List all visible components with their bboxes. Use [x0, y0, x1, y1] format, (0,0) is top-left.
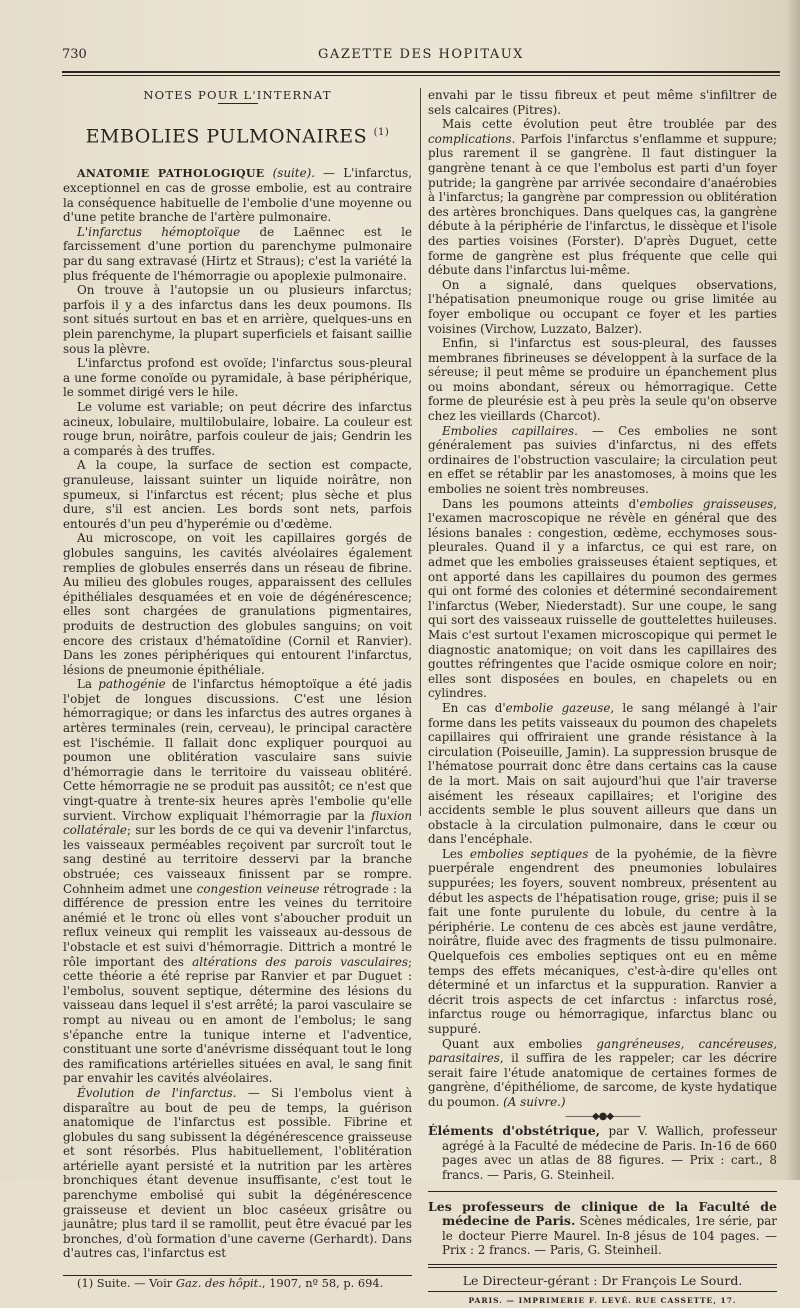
paragraph-6: A la coupe, la surface de section est compacte, granuleuse, laissant suinter un liquide noirâtre, non spumeux, si l'infarctus est récent; plus sèche et plus dure, s'il est ancien. Les bords sont nets, parfois entourés d'un peu d'hyperémie ou d'œdème. [63, 458, 412, 531]
r-paragraph-4: Enfin, si l'infarctus est sous-pleural, des fausses membranes fibrineuses se développent à la surface de la séreuse; il peut même se produire un épanchement plus ou moins abondant, séreux ou hémorragique. Cette forme de pleurésie est à peu près la seule qu'on observe chez les vieillards (Charcot). [428, 336, 777, 424]
director-line: Le Directeur-gérant : Dr François Le Sourd. [428, 1274, 777, 1289]
r-p2-part-b: . Parfois l'infarctus s'enflamme et suppure; plus rarement il se gangrène. Il faut distinguer la gangrène tenant à ce que l'embolus est parti d'un foyer putride; la gangrène par arrivée secondaire d'anaérobies à l'infarctus; la gangrène par compression ou oblitération des artères bronchiques. Dans quelques cas, la gangrène débute à la périphérie de l'infarctus, le dissèque et l'isole des parties voisines (Forster). D'après Duguet, cette forme de gangrène est plus fréquente que celle qui débute dans l'infarctus lui-même. [428, 132, 777, 277]
r-paragraph-7 [428, 701, 777, 847]
term-evolution: Évolution de l'infarctus. [77, 1086, 237, 1100]
printer-line: PARIS. — IMPRIMERIE F. LEVÉ. RUE CASSETTE, 17. [428, 1294, 777, 1308]
term-fluxion: fluxion collatérale [63, 809, 412, 838]
paragraph-7: Au microscope, on voit les capillaires gorgés de globules sanguins, les cavités alvéolaires également remplies de globules enserrés dans un réseau de fibrine. Au milieu des globules rouges, apparaissent des cellules épithéliales desquamées et en voie de dégénérescence; elles sont chargées de granulations pigmentaires, produits de destruction des globules sanguins; on voit encore des cristaux d'hématoïdine (Cornil et Ranvier). Dans les zones périphériques qui entourent l'infarctus, lésions de pneumonie épithéliale. [63, 531, 412, 677]
r-p2-part-a: Mais cette évolution peut être troublée par des [442, 117, 777, 131]
term-alterations: altérations des parois vasculaires [192, 955, 408, 969]
page-edge-shadow [786, 0, 800, 1180]
article-title-text: EMBOLIES PULMONAIRES [86, 125, 367, 147]
r-p9-part-b: , il suffira de les rappeler; car les décrire serait faire l'étude anatomique de certaines formes de gangrène, d'épithéliome, de sarcome, de kyste hydatique du poumon. [428, 1051, 777, 1109]
term-pathogenie: pathogénie [98, 677, 165, 691]
page-header [62, 44, 780, 68]
book-1-title: Éléments d'obstétrique, [428, 1123, 600, 1138]
r-p9-part-a: Quant aux embolies [442, 1037, 596, 1051]
term-septiques: embolies septiques [470, 847, 588, 861]
title-footnote-ref: (1) [374, 127, 390, 138]
paragraph-1-text: — L'infarctus, exceptionnel en cas de grosse embolie, est au contraire la conséquence habituelle de l'embolie d'une moyenne ou d'une petite branche de l'artère pulmonaire. [63, 166, 412, 225]
term-gazeuse: embolie gazeuse [506, 701, 611, 715]
term-complications: complications [428, 132, 512, 146]
printer-rule [428, 1291, 777, 1292]
left-column [63, 88, 412, 1290]
footnote [63, 1276, 412, 1290]
masthead: GAZETTE DES HOPITAUX [62, 47, 780, 62]
footnote-journal: Gaz. des hôpit. [176, 1276, 262, 1290]
column-divider [420, 88, 421, 816]
p8-part-a: La [77, 677, 98, 691]
right-column [428, 88, 777, 1308]
lead-in-suite: (suite). [273, 166, 315, 180]
term-capillaires: Embolies capillaires. [442, 424, 578, 438]
r-paragraph-6 [428, 497, 777, 701]
paragraph-3: On trouve à l'autopsie un ou plusieurs infarctus; parfois il y a des infarctus dans les deux poumons. Ils sont situés surtout en bas et en arrière, quelques-uns en plein parenchyme, la plupart superficiels et faisant saillie sous la plèvre. [63, 283, 412, 356]
director-rule [428, 1264, 777, 1268]
r-p8-part-b: de la pyohémie, de la fièvre puerpérale engendrent des pneumonies lobulaires suppurées; les foyers, souvent nombreux, présentent au début les aspects de l'hépatisation rouge, grise; puis il se fait une fonte purulente du lobule, du centre à la périphérie. Le contenu de ces abcès est jaune verdâtre, noirâtre, fluide avec des fragments de tissu pulmonaire. Quelquefois ces embolies septiques ont eu en même temps des effets mécaniques, c'est-à-dire qu'elles ont déterminé et un infarctus et la suppuration. Ranvier a décrit trois aspects de cet infarctus : infarctus rosé, infarctus rouge ou hémorragique, infarctus blanc ou suppuré. [428, 847, 777, 1036]
paragraph-2 [63, 225, 412, 283]
section-rule [218, 103, 258, 104]
lead-in-heading: ANATOMIE PATHOLOGIQUE [77, 167, 264, 180]
header-rule-thin [62, 75, 780, 76]
book-2-title: Les professeurs de clinique de la Faculté de médecine de Paris. [428, 1199, 777, 1229]
r-p8-part-a: Les [442, 847, 470, 861]
book-2-text: Scènes médicales, 1re série, par le docteur Pierre Maurel. In-8 jésus de 104 pages. — Prix : 2 francs. — Paris, G. Steinheil. [442, 1214, 777, 1257]
r-p6-part-a: Dans les poumons atteints d' [442, 497, 639, 511]
footnote-part-a: (1) Suite. — Voir [77, 1276, 176, 1290]
r-paragraph-2 [428, 117, 777, 278]
r-p7-part-b: , le sang mélangé à l'air forme dans les petits vaisseaux du poumon des chapelets capillaires qui offriraient une grande résistance à la circulation (Poiseuille, Jamin). La suppression brusque de l'hématose pourrait donc être dans certains cas la cause de la mort. Mais on sait aujourd'hui que l'air traverse aisément les réseaux capillaires; et l'origine des accidents semble le plus souvent ailleurs que dans un obstacle à la circulation pulmonaire, dans le cœur ou dans l'encéphale. [428, 701, 777, 846]
a-suivre: (A suivre.) [503, 1095, 565, 1109]
term-infarctus: L'infarctus hémoptoïque [77, 225, 240, 239]
book-notice-1 [428, 1124, 777, 1182]
paragraph-1 [63, 166, 412, 225]
paragraph-9-text: — Si l'embolus vient à disparaître au bout de peu de temps, la guérison anatomique de l'infarctus est possible. Fibrine et globules du sang subissent la dégénérescence graisseuse et sont résorbés. Plus habituellement, l'oblitération artérielle ayant persisté et la nutrition par les artères bronchiques étant devenue insuffisante, c'est tout le parenchyme embolisé qui subit la dégénérescence graisseuse et devient un bloc caséeux grisâtre ou jaunâtre; plus tard il se ramollit, peut être évacué par les bronches, d'où formation d'une caverne (Gerhardt). Dans d'autres cas, l'infarctus est [63, 1086, 412, 1261]
term-graisseuses: embolies graisseuses [639, 497, 773, 511]
page-number: 730 [62, 47, 87, 62]
header-rule-thick [62, 71, 780, 73]
r-p5-text: — Ces embolies ne sont généralement pas suivies d'infarctus, ni des effets ordinaires de l'obstruction vasculaire; la circulation peut en effet se rétablir par les anastomoses, à moins que les embolies ne soient très nombreuses. [428, 424, 777, 496]
r-paragraph-1: envahi par le tissu fibreux et peut même s'infiltrer de sels calcaires (Pitres). [428, 88, 777, 117]
book-1-text: par V. Wallich, professeur agrégé à la Faculté de médecine de Paris. In-16 de 660 pages avec un atlas de 88 figures. — Prix : cart., 8 francs. — Paris, G. Steinheil. [442, 1124, 777, 1182]
r-p6-part-b: , l'examen macroscopique ne révèle en général que des lésions banales : congestion, œdème, ecchymoses sous-pleurales. Quand il y a infarctus, ce qui est rare, on admet que les embolies graisseuses étaient septiques, et ont apporté dans les capillaires du poumon des germes qui ont formé des colonies et déterminé secondairement l'infarctus (Weber, Niederstadt). Sur une coupe, le sang qui sort des vaisseaux ruisselle de gouttelettes huileuses. Mais c'est surtout l'examen microscopique qui permet le diagnostic anatomique; on voit dans les capillaires des gouttes réfringentes que l'acide osmique colore en noir; elles sont disposées en boules, en chapelets ou en cylindres. [428, 497, 777, 701]
p8-part-c: ; sur les bords de ce qui va devenir l'infarctus, les vaisseaux perméables reçoivent par surcroît tout le sang destiné au territoire desservi par la branche obstruée; ces vaisseaux finissent par se rompre. Cohnheim admet une [63, 823, 412, 895]
p8-part-e: ; cette théorie a été reprise par Ranvier et par Duguet : l'embolus, souvent septique, détermine des lésions du vaisseau dans lequel il s'est arrêté; la paroi vasculaire se rompt au niveau ou en amont de l'embolus; le sang s'épanche entre la tunique interne et l'adventice, constituant une sorte d'anévrisme disséquant tout le long des ramifications artérielles situées en aval, le sang finit par envahir les cavités alvéolaires. [63, 955, 412, 1086]
r-paragraph-9 [428, 1037, 777, 1110]
paragraph-2-text: de Laënnec est le farcissement d'une portion du parenchyme pulmonaire par du sang extravasé (Hirtz et Straus); c'est la variété la plus fréquente de l'hémorragie ou apoplexie pulmonaire. [63, 225, 412, 283]
paragraph-4: L'infarctus profond est ovoïde; l'infarctus sous-pleural a une forme conoïde ou pyramidale, à base périphérique, le sommet dirigé vers le hile. [63, 356, 412, 400]
p8-part-d: rétrograde : la différence de pression entre les veines du territoire anémié et le tronc où elles vont s'aboucher produit un reflux veineux qui remplit les vaisseaux au-dessous de l'obstacle et est suivi d'hémorragie. Dittrich a montré le rôle important des [63, 882, 412, 969]
book-notice-2 [428, 1200, 777, 1258]
term-congestion: congestion veineuse [197, 882, 320, 896]
r-paragraph-8 [428, 847, 777, 1037]
paragraph-5: Le volume est variable; on peut décrire des infarctus acineux, lobulaire, multilobulaire, lobaire. La couleur est rouge brun, noirâtre, parfois couleur de jais; Gendrin les a comparés à des truffes. [63, 400, 412, 458]
p8-part-b: de l'infarctus hémoptoïque a été jadis l'objet de longues discussions. C'est une lésion hémorragique; or dans les infarctus des autres organes à artères terminales (rein, cerveau), le principal caractère est l'ischémie. Il fallait donc expliquer pourquoi au poumon une oblitération vasculaire sans suivie d'hémorragie dans le territoire du vaisseau oblitéré. Cette hémorragie ne se produit pas aussitôt; ce n'est que vingt-quatre à trente-six heures après l'embolie qu'elle survient. Virchow expliquait l'hémorragie par la [63, 677, 412, 822]
book-rule [428, 1191, 777, 1192]
section-heading: NOTES POUR L'INTERNAT [63, 88, 412, 103]
r-paragraph-5 [428, 424, 777, 497]
r-p7-part-a: En cas d' [442, 701, 506, 715]
paragraph-9 [63, 1086, 412, 1261]
term-gangreneuses: gangréneuses, cancéreuses, parasitaires [428, 1037, 777, 1066]
footnote-part-b: , 1907, nº 58, p. 694. [262, 1276, 383, 1290]
r-paragraph-3: On a signalé, dans quelques observations, l'hépatisation pneumonique rouge ou grise limitée au foyer embolique ou occupant ce foyer et les parties voisines (Virchow, Luzzato, Balzer). [428, 278, 777, 336]
article-title [63, 126, 412, 144]
ornament-divider: ———◆●◆——— [428, 1110, 777, 1125]
paragraph-8 [63, 677, 412, 1086]
